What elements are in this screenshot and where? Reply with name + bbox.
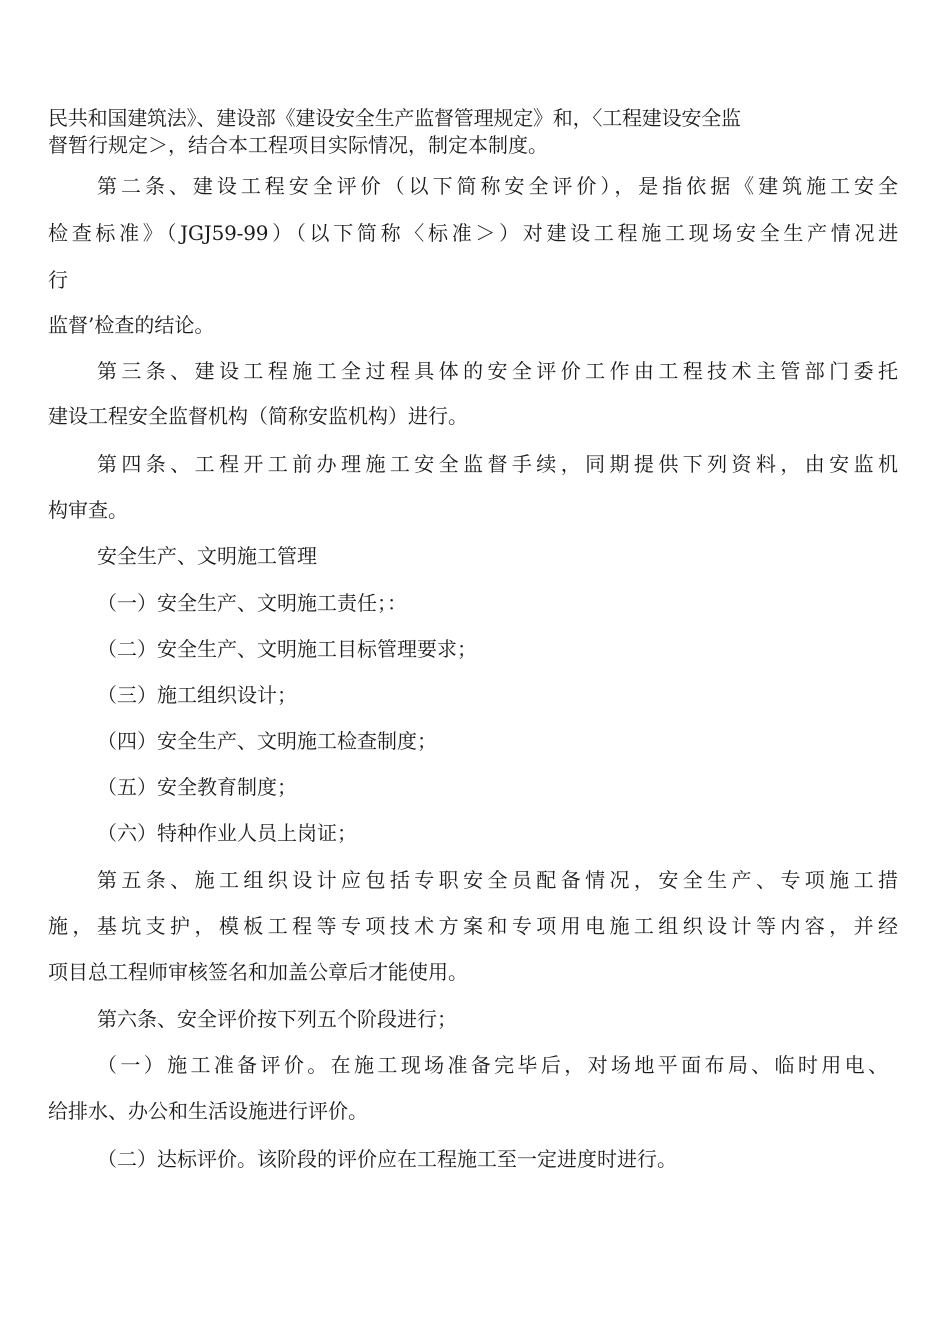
article-5-line: 项目总工程师审核签名和加盖公章后才能使用。 [48, 960, 468, 984]
stage-item-line: （一）施工准备评价。在施工现场准备完毕后，对场地平面布局、临时用电、 [97, 1053, 888, 1077]
stage-item-line: （二）达标评价。该阶段的评价应在工程施工至一定进度时进行。 [97, 1147, 677, 1171]
stage-item-line: 给排水、办公和生活设施进行评价。 [48, 1099, 368, 1123]
section-heading: 安全生产、文明施工管理 [97, 544, 317, 568]
article-3-line: 建设工程安全监督机构（简称安监机构）进行。 [48, 404, 468, 428]
text-line: 民共和国建筑法》、建设部《建设安全生产监督管理规定》和，〈工程建设安全监 [48, 106, 741, 130]
article-3-line: 第三条、建设工程施工全过程具体的安全评价工作由工程技术主管部门委托 [97, 359, 898, 383]
article-2-line: 检查标准》（JGJ59-99）（以下简称〈标准＞）对建设工程施工现场安全生产情况进 [48, 221, 898, 245]
article-2-line: 行 [48, 268, 68, 292]
article-5-line: 施，基坑支护，模板工程等专项技术方案和专项用电施工组织设计等内容，并经 [48, 914, 898, 938]
list-item: （二）安全生产、文明施工目标管理要求； [97, 637, 477, 661]
article-4-line: 构审查。 [48, 498, 128, 522]
article-2-line: 监督’检查的结论。 [48, 313, 215, 337]
list-item: （三）施工组织设计； [97, 683, 297, 707]
text-line: 督暂行规定＞，结合本工程项目实际情况，制定本制度。 [48, 133, 548, 157]
list-item: （一）安全生产、文明施工责任；： [97, 591, 407, 615]
article-2-line: 第二条、建设工程安全评价（以下简称安全评价），是指依据《建筑施工安全 [97, 174, 898, 198]
article-6-line: 第六条、安全评价按下列五个阶段进行； [97, 1007, 457, 1031]
list-item: （五）安全教育制度； [97, 775, 297, 799]
article-5-line: 第五条、施工组织设计应包括专职安全员配备情况，安全生产、专项施工措 [97, 868, 898, 892]
list-item: （六）特种作业人员上岗证； [97, 821, 357, 845]
list-item: （四）安全生产、文明施工检查制度； [97, 729, 437, 753]
article-4-line: 第四条、工程开工前办理施工安全监督手续，同期提供下列资料，由安监机 [97, 452, 898, 476]
